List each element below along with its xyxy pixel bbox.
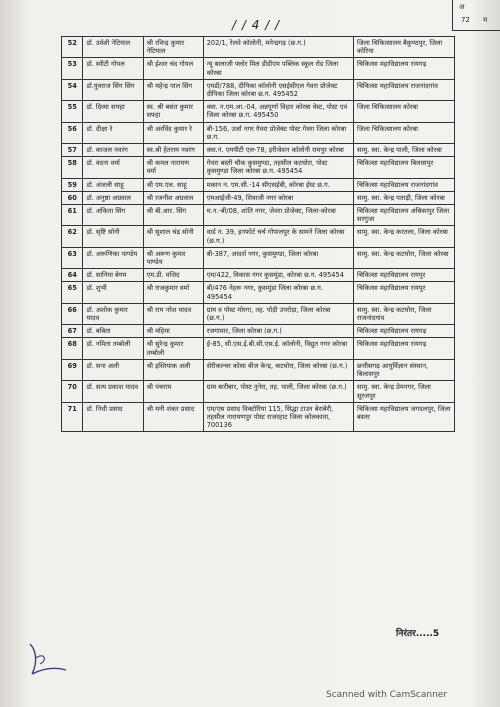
table-row: [62, 101, 455, 122]
address-cell: वार्ड न. 39, इनफोर्ट चर्च गोपालपुर के सामने जिला कोरबा (छ.ग.): [203, 226, 353, 247]
address-cell: सेरीकल्चर कोसा बीज केन्द्र, कटघोरा, जिला कोरबा (छ.ग.): [203, 359, 353, 380]
address-cell: रजगामार, जिला कोरबा (छ.ग.): [203, 325, 353, 338]
posting-cell: सामु. स्वा. केन्द्र करतला, जिला कोरबा: [354, 226, 455, 247]
page-number: / / 4 / /: [232, 18, 281, 32]
corner-mark: अ: [459, 3, 465, 11]
address-cell: क्वा.नं. एमपीटी एल-78, इरीजेशन कॉलोनी रामपुर कोरबा: [203, 144, 353, 157]
doctor-name-cell: डॉ. अरूणिका पाण्डेय: [83, 247, 143, 268]
posting-cell: चिकित्सा महाविद्यालय रायपुर: [354, 282, 455, 303]
doctor-name-cell: डॉ. अंकिता सिंग: [83, 205, 143, 226]
doctor-name-cell: डॉ. शुभी: [83, 282, 143, 303]
table-row: [62, 191, 455, 204]
doctor-name-cell: डॉ. निधी प्रसाद: [83, 402, 143, 432]
table-row: [62, 178, 455, 191]
table-row: [62, 205, 455, 226]
address-cell: क्वा. न.एम.आ.-04, अन्नपूर्णा विहार कोरबा वेस्ट, पोस्ट एवं जिला कोरबा छ.ग. 495450: [203, 101, 353, 122]
father-name-cell: श्री इस्तियाक अली: [143, 359, 203, 380]
posting-cell: चिकित्सा महाविद्यालय रायगढ़: [354, 58, 455, 79]
doctor-name-cell: डॉ. सना अली: [83, 359, 143, 380]
serial-number-cell: 60: [62, 191, 83, 204]
serial-number-cell: 57: [62, 144, 83, 157]
father-name-cell: श्री अरविंद कुमार रे: [143, 122, 203, 143]
posting-cell: जिला चिकित्सालय कोरबा: [354, 101, 455, 122]
table-row: [62, 144, 455, 157]
posting-cell: सामु. स्वा. केन्द्र पाली, जिला कोरबा: [354, 144, 455, 157]
doctor-name-cell: डॉ. वंदना वर्मा: [83, 157, 143, 178]
posting-cell: चिकित्सा महाविद्यालय अंबिकापुर जिला सरगुजा: [354, 205, 455, 226]
serial-number-cell: 61: [62, 205, 83, 226]
doctor-name-cell: डॉ. काजल नवरंग: [83, 144, 143, 157]
father-name-cell: श्री कमल नारायण वर्मा: [143, 157, 203, 178]
serial-number-cell: 67: [62, 325, 83, 338]
father-name-cell: श्री राम नरेश यादव: [143, 303, 203, 324]
father-name-cell: श्री महिमा: [143, 325, 203, 338]
doctor-name-cell: डॉ. बबिता: [83, 325, 143, 338]
serial-number-cell: 56: [62, 122, 83, 143]
father-name-cell: श्री मनी शंकर प्रसाद: [143, 402, 203, 432]
address-cell: 202/1, रेलवे कॉलोनी, मनेन्द्रगढ़ (छ.ग.): [203, 37, 353, 58]
corner-stamp: [452, 0, 500, 31]
doctor-list-table: [61, 36, 455, 432]
address-cell: न्यू बालाजी फ्लोर मिल डीडीएम पब्लिक स्कूल रोड जिला कोरबा: [203, 58, 353, 79]
father-name-cell: श्री सुशाल चंद्र सोनी: [143, 226, 203, 247]
address-cell: मकान न. एम.सी.-14 सीएसईबी, कोरबा ईस्ट छ.ग.: [203, 178, 353, 191]
address-cell: एम/422, विकास नगर कुसमुंडा, कोरबा छ.ग. 495454: [203, 269, 353, 282]
posting-cell: जिला चिकित्सालय बैकुण्ठपुर, जिला कोरिया: [354, 37, 455, 58]
serial-number-cell: 68: [62, 338, 83, 359]
doctor-name-cell: डॉ. सृष्टि सोनी: [83, 226, 143, 247]
table-body: [62, 37, 455, 432]
posting-cell: सामु. स्वा. केन्द्र कटघोरा, जिला राजनांदगांव: [354, 303, 455, 324]
table-row: [62, 402, 455, 432]
corner-mark: म: [483, 16, 488, 24]
posting-cell: चिकित्सा महाविद्यालय राजनांदगांव: [354, 178, 455, 191]
table-row: [62, 157, 455, 178]
address-cell: ई-85, सी.एस.ई.बी.सी.एस.ई. कॉलोनी, विद्युत नगर कोरबा: [203, 338, 353, 359]
father-name-cell: श्री ईश्वर चंद गोयल: [143, 58, 203, 79]
father-name-cell: श्री रजनीश अग्रवाल: [143, 191, 203, 204]
father-name-cell: स्व. श्री बसंत कुमार सफ्हा: [143, 101, 203, 122]
serial-number-cell: 66: [62, 303, 83, 324]
father-name-cell: श्री राजकुमार वर्मा: [143, 282, 203, 303]
address-cell: एमडी/788, दीपिका कॉलोनी एसईसीएल गेवरा प्रोजेक्ट दीपिका जिला कोरबा छ.ग. 495452: [203, 79, 353, 100]
father-name-cell: एम.डी. वजिद: [143, 269, 203, 282]
serial-number-cell: 55: [62, 101, 83, 122]
table-row: [62, 37, 455, 58]
address-cell: एमआईजी-49, शिवाजी नगर कोरबा: [203, 191, 353, 204]
posting-cell: सामु. स्वा. केन्द्र पताढ़ी, जिला कोरबा: [354, 191, 455, 204]
table-row: [62, 381, 455, 402]
scanner-watermark: Scanned with CamScanner: [326, 690, 448, 700]
address-cell: बी/476 नेहरू नगर, कुसमुंडा जिला कोरबा छ.ग. 495454: [203, 282, 353, 303]
table-row: [62, 247, 455, 268]
doctor-name-cell: डॉ. नमिता तम्बोली: [83, 338, 143, 359]
signature-mark: [22, 640, 82, 680]
doctor-name-cell: डॉ. अनुष्ठा अग्रवाल: [83, 191, 143, 204]
serial-number-cell: 65: [62, 282, 83, 303]
father-name-cell: श्री पंचराम: [143, 381, 203, 402]
serial-number-cell: 52: [62, 37, 83, 58]
doctor-name-cell: डॉ. उर्वशी नेटियाल: [83, 37, 143, 58]
doctor-name-cell: डॉ. अंजली साहू: [83, 178, 143, 191]
father-name-cell: श्री महेन्द्र पाल सिंग: [143, 79, 203, 100]
doctor-name-cell: डॉ. स्वीटी गोयल: [83, 58, 143, 79]
table-row: [62, 325, 455, 338]
father-name-cell: श्री एम.एल. साहू: [143, 178, 203, 191]
posting-cell: सामु. स्वा. केन्द्र प्रेमनगर, जिला सूरजपुर: [354, 381, 455, 402]
table-row: [62, 269, 455, 282]
table-row: [62, 58, 455, 79]
continued-note: निरंतर.....5: [396, 629, 440, 639]
father-name-cell: श्री अरूण कुमार पाण्डेय: [143, 247, 203, 268]
address-cell: बी-156, उर्जा नगर गेवरा प्रोजेक्ट पोस्ट गेवरा जिला कोरबा छ.ग.: [203, 122, 353, 143]
serial-number-cell: 59: [62, 178, 83, 191]
table-row: [62, 338, 455, 359]
table-row: [62, 122, 455, 143]
serial-number-cell: 63: [62, 247, 83, 268]
corner-mark: 72: [461, 16, 470, 24]
posting-cell: चिकित्सा महाविद्यालय रायगढ़: [354, 338, 455, 359]
serial-number-cell: 58: [62, 157, 83, 178]
doctor-name-cell: डॉ. अशोक कुमार यादव: [83, 303, 143, 324]
address-cell: गेवरा बस्ती चौक कुसमुण्डा, तहसील कटघोरा, पोस्ट कुसमुण्डा जिला कोरबा छ.ग. 495454: [203, 157, 353, 178]
address-cell: बी-387, आदर्श नगर, कुसमुण्डा, जिला कोरबा: [203, 247, 353, 268]
address-cell: एम/एस प्रसाद विक्टोरिया 115, सिद्धा टाउन बेराबेरी, तहसील नारायणपुर पोस्ट राजरहाट जिला कोलकाता, 700136: [203, 402, 353, 432]
address-cell: म.न.-बी/08, शांति नगर, जेवरा प्रोजेक्ट, जिला-कोरबा: [203, 205, 353, 226]
posting-cell: चिकित्सा महाविद्यालय राजनांदगांव: [354, 79, 455, 100]
address-cell: ग्राम व पोस्ट मोरगा, तह. पोड़ी उपरोड़ा, जिला कोरबा (छ.ग.): [203, 303, 353, 324]
doctor-name-cell: डॉ. दिव्या सफ्हा: [83, 101, 143, 122]
posting-cell: जिला चिकित्सालय कोरबा: [354, 122, 455, 143]
father-name-cell: श्री रविन्द्र कुमार नेटियाल: [143, 37, 203, 58]
address-cell: ग्राम बारीबार, पोस्ट नुनेरा, तह. पाली, जिला कोरबा (छ.ग.): [203, 381, 353, 402]
father-name-cell: श्री बी.आर. सिंग: [143, 205, 203, 226]
doctor-name-cell: डॉ. सानिया बेगम: [83, 269, 143, 282]
doctor-name-cell: डॉ. सत्य प्रकाश यादव: [83, 381, 143, 402]
father-name-cell: श्री सुरेन्द्र कुमार तम्बोली: [143, 338, 203, 359]
serial-number-cell: 62: [62, 226, 83, 247]
posting-cell: चिकित्सा महाविद्यालय जगदलपुर, जिला बस्तर: [354, 402, 455, 432]
table-row: [62, 359, 455, 380]
table-row: [62, 303, 455, 324]
table-row: [62, 282, 455, 303]
posting-cell: चिकित्सा महाविद्यालय रायपुर: [354, 269, 455, 282]
serial-number-cell: 54: [62, 79, 83, 100]
serial-number-cell: 69: [62, 359, 83, 380]
table-row: [62, 226, 455, 247]
posting-cell: छत्तीसगढ़ आयुर्विज्ञान संस्थान, बिलासपुर: [354, 359, 455, 380]
table-row: [62, 79, 455, 100]
serial-number-cell: 70: [62, 381, 83, 402]
serial-number-cell: 71: [62, 402, 83, 432]
doctor-name-cell: डॉ.युवराज सिंग सिंग: [83, 79, 143, 100]
serial-number-cell: 53: [62, 58, 83, 79]
serial-number-cell: 64: [62, 269, 83, 282]
posting-cell: सामु. स्वा. केन्द्र कटघोरा, जिला कोरबा: [354, 247, 455, 268]
posting-cell: चिकित्सा महाविद्यालय बिलासपुर: [354, 157, 455, 178]
posting-cell: चिकित्सा महाविद्यालय रायगढ़: [354, 325, 455, 338]
doctor-name-cell: डॉ. दीक्षा रे: [83, 122, 143, 143]
father-name-cell: स्व.श्री हेतराम नवरंग: [143, 144, 203, 157]
